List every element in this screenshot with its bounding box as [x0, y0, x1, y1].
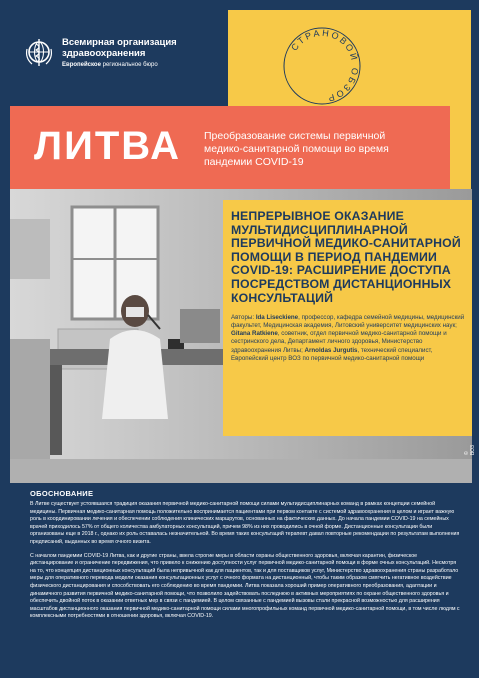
section-heading: ОБОСНОВАНИЕ [30, 489, 94, 498]
title-panel [223, 200, 472, 436]
report-subtitle: Преобразование системы первичной медико-санитарной помощи во время пандемии COVID-19 [204, 130, 389, 168]
body-paragraph-2: С началом пандемии COVID-19 Литва, как и другие страны, ввела строгие меры в области охраны общественного здоровья, включая карантин, физическое дистанцирование и ограничение передвижения, что привело к снижению доступности услуг первичной медико-санитарной помощи в форме очных консультаций. Несмотря на то, что концепция дистанционных консультаций была непривычной как для пациентов, так и для поставщиков услуг, Министерство здравоохранения страны разработало меры для оперативного перевода модели оказания консультационных услуг с очного формата на дистанционный, чтобы таким образом смягчить негативное воздействие физического дистанцирования и способствовать его соблюдению во время пандемии. Литва показала хороший пример оперативного преобразования, адаптации и динамичного развития первичной медико-санитарной помощи, что позволило задействовать последнюю в активных мероприятиях по охране общественного здоровья и обеспечить двойной поток в оказании ответных мер в связи с пандемией. В целом связанные с пандемией вызовы стали прекрасной возможностью для расширения масштабов дистанционного оказания первичной медико-санитарной помощи силами многопрофильных команд первичной медико-санитарной помощи, в том числе людям с комплексными потребностями в отношении здоровья, включая COVID-19. [30, 552, 460, 620]
who-emblem-icon [22, 36, 56, 70]
report-title: НЕПРЕРЫВНОЕ ОКАЗАНИЕ МУЛЬТИДИСЦИПЛИНАРНОЙ ПЕРВИЧНОЙ МЕДИКО-САНИТАРНОЙ ПОМОЩИ В ПЕРИОД ПАНДЕМИИ COVID-19: РАСШИРЕНИЕ ДОСТУПА ПОСРЕДСТВОМ ДИСТАНЦИОННЫХ КОНСУЛЬТАЦИЙ [231, 209, 461, 305]
svg-text:СТРАНОВОЙ ОБЗОР: СТРАНОВОЙ ОБЗОР [289, 27, 361, 104]
country-review-stamp [281, 25, 363, 107]
region-name: Европейское региональное бюро [62, 61, 158, 68]
body-paragraph-1: В Литве существует устоявшаяся традиция оказания первичной медико-санитарной помощи силами мультидисциплинарных команд в рамках концепции семейной медицины. Первичная медико-санитарная помощь положительно воспринимается пациентами при первом контакте с системой здравоохранения в целом и играет важную роль в координировании лечения и обеспечении соблюдения клинических маршрутов, основанных на фактических данных. До начала пандемии COVID-19 на семейных врачей приходилось 57% от общего количества амбулаторных консультаций, причем 98% из них проводились в очной форме. Дистанционные консультации были организованы еще в 2018 г., однако их роль оставалась незначительной. Во время таких консультаций терапевт давал повторные рекомендации по результатам выполнения предписаний, выданных во время очного визита. [30, 501, 460, 545]
org-name-line2: здравоохранения [62, 47, 146, 59]
org-name-line1: Всемирная организация [62, 36, 177, 48]
photo-credit: © ВОЗ [464, 444, 476, 455]
body-section [30, 489, 460, 621]
country-title: ЛИТВА [34, 124, 182, 168]
authors-block: Авторы: Ida Liseckiene, профессор, кафедра семейной медицины, медицинский факультет, Медицинская академия, Литовский университет медицинских наук; Gitana Ratkiene, советник, отдел первичной медико-санитарной помощи и сестринского дела, Департамент личного здоровья, Министерство здравоохранения Литвы; Arnoldas Jurgutis, технический специалист, Европейский центр ВОЗ по первичной медико-санитарной помощи [231, 314, 465, 362]
who-logo [22, 36, 177, 70]
